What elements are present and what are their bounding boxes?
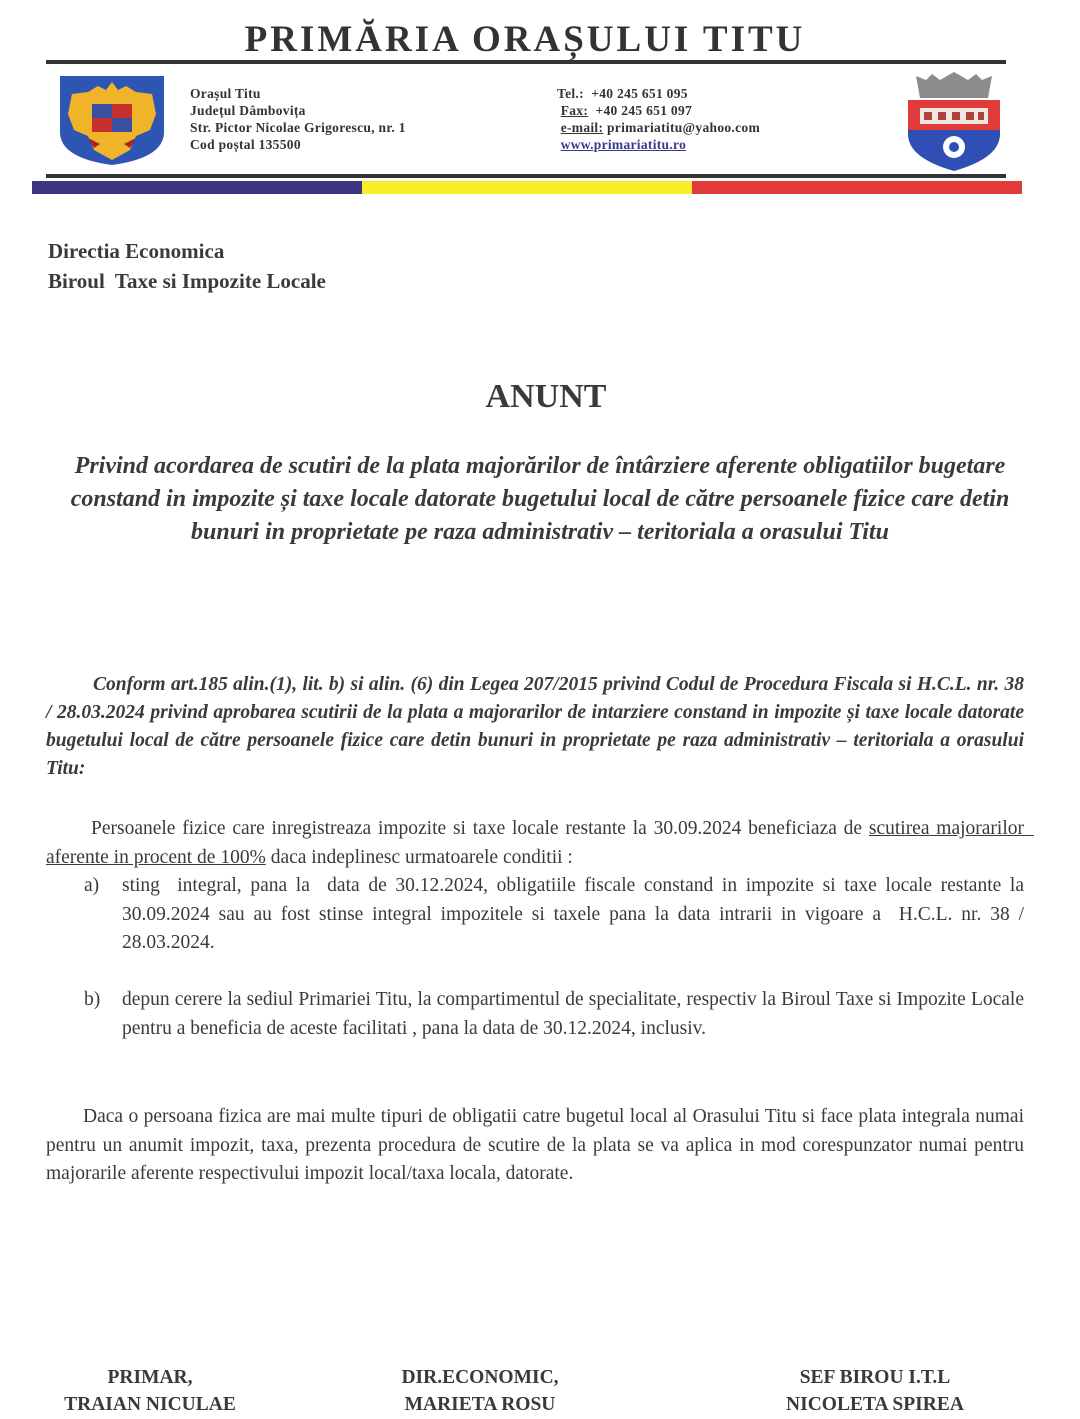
signature-name: NICOLETA SPIREA	[786, 1394, 964, 1415]
contact-phone	[557, 85, 760, 102]
condition-label: b)	[84, 989, 101, 1010]
department-block	[48, 236, 326, 296]
signature-mayor	[40, 1364, 260, 1418]
signature-role: PRIMAR,	[107, 1367, 193, 1388]
tricolor-band	[32, 181, 1022, 194]
titu-coat-of-arms-icon	[902, 72, 1006, 172]
announcement-subtitle: Privind acordarea de scutiri de la plata majorărilor de întârziere aferente obligatiilor bugetare constand in impozite și taxe locale datorate bugetului local de către persoanele fizice care detin bunuri in proprietate pe raza administrativ – teritoriala a orasului Titu	[70, 453, 1010, 545]
signature-name: MARIETA ROSU	[404, 1394, 556, 1415]
condition-item	[84, 986, 1024, 1043]
tricolor-red	[692, 181, 1022, 194]
phone-label: Tel.:	[557, 86, 584, 101]
legal-basis-paragraph: Conform art.185 alin.(1), lit. b) si alin. (6) din Legea 207/2015 privind Codul de Procedura Fiscala si H.C.L. nr. 38 / 28.03.2024 privind aprobarea scutirii de la plata a majorarilor de intarziere constand in impozite și taxe locale datorate bugetului local de către persoanele fizice care detin bunuri in proprietate pe raza administrativ – teritoriala a orasului Titu:	[46, 674, 1024, 779]
tricolor-blue	[32, 181, 362, 194]
intro-text-before: Persoanele fizice care inregistreaza impozite si taxe locale restante la 30.09.2024 beneficiaza de	[91, 818, 869, 839]
fax-label: Fax:	[560, 103, 589, 118]
phone-value: +40 245 651 095	[591, 86, 688, 101]
page-title: ANUNT	[485, 378, 607, 415]
condition-text: depun cerere la sediul Primariei Titu, la compartimentul de specialitate, respectiv la Biroul Taxe si Impozite Locale pentru a beneficia de aceste facilitati , pana la data de 30.12.2024, inclusiv.	[122, 989, 1024, 1039]
address-block	[190, 85, 406, 153]
condition-text: sting integral, pana la data de 30.12.2024, obligatiile fiscale constand in impozite si taxe locale restante la 30.09.2024 sau au fost stinse integral impozitele si taxele pana la data intrarii in vigoare a H.C.L. nr. 38 / 28.03.2024.	[122, 875, 1029, 953]
intro-paragraph	[46, 815, 1034, 872]
signature-role: DIR.ECONOMIC,	[401, 1367, 559, 1388]
address-city: Orașul Titu	[190, 86, 261, 101]
letterhead-title: PRIMĂRIA ORAȘULUI TITU	[244, 19, 806, 60]
header-rule-bottom	[46, 174, 1006, 178]
intro-text-after: daca indeplinesc urmatoarele conditii :	[265, 846, 573, 868]
contact-block	[557, 85, 760, 153]
contact-email	[557, 119, 760, 136]
header-rule-top	[46, 60, 1006, 64]
intro-underlined-text: scutirea majorarilor aferente in procent de 100%	[46, 818, 1034, 868]
condition-item	[84, 872, 1029, 958]
signature-office-head	[760, 1364, 990, 1418]
romania-coat-of-arms-icon	[58, 74, 166, 166]
tricolor-yellow	[362, 181, 692, 194]
signature-name: TRAIAN NICULAE	[64, 1394, 236, 1415]
contact-fax	[557, 102, 760, 119]
address-postal-code: Cod poștal 135500	[190, 137, 301, 152]
office-name: Biroul Taxe si Impozite Locale	[48, 269, 326, 293]
address-county: Județul Dâmbovița	[190, 103, 306, 118]
website-link[interactable]: www.primariatitu.ro	[560, 137, 687, 152]
condition-label: a)	[84, 875, 100, 896]
email-label: e-mail:	[560, 120, 604, 135]
fax-value: +40 245 651 097	[595, 103, 693, 118]
contact-website	[557, 136, 760, 153]
email-link[interactable]: primariatitu@yahoo.com	[606, 120, 760, 135]
final-paragraph: Daca o persoana fizica are mai multe tipuri de obligatii catre bugetul local al Orasului Titu si face plata integrala numai pentru un anumit impozit, taxa, prezenta procedura de scutire de la plata se va aplica in mod corespunzator numai pentru majorarile aferente respectivului impozit local/taxa locala, datorate.	[46, 1106, 1024, 1184]
department-name: Directia Economica	[48, 239, 225, 263]
signature-role: SEF BIROU I.T.L	[799, 1367, 951, 1388]
address-street: Str. Pictor Nicolae Grigorescu, nr. 1	[190, 120, 406, 135]
signature-economic-director	[375, 1364, 585, 1418]
